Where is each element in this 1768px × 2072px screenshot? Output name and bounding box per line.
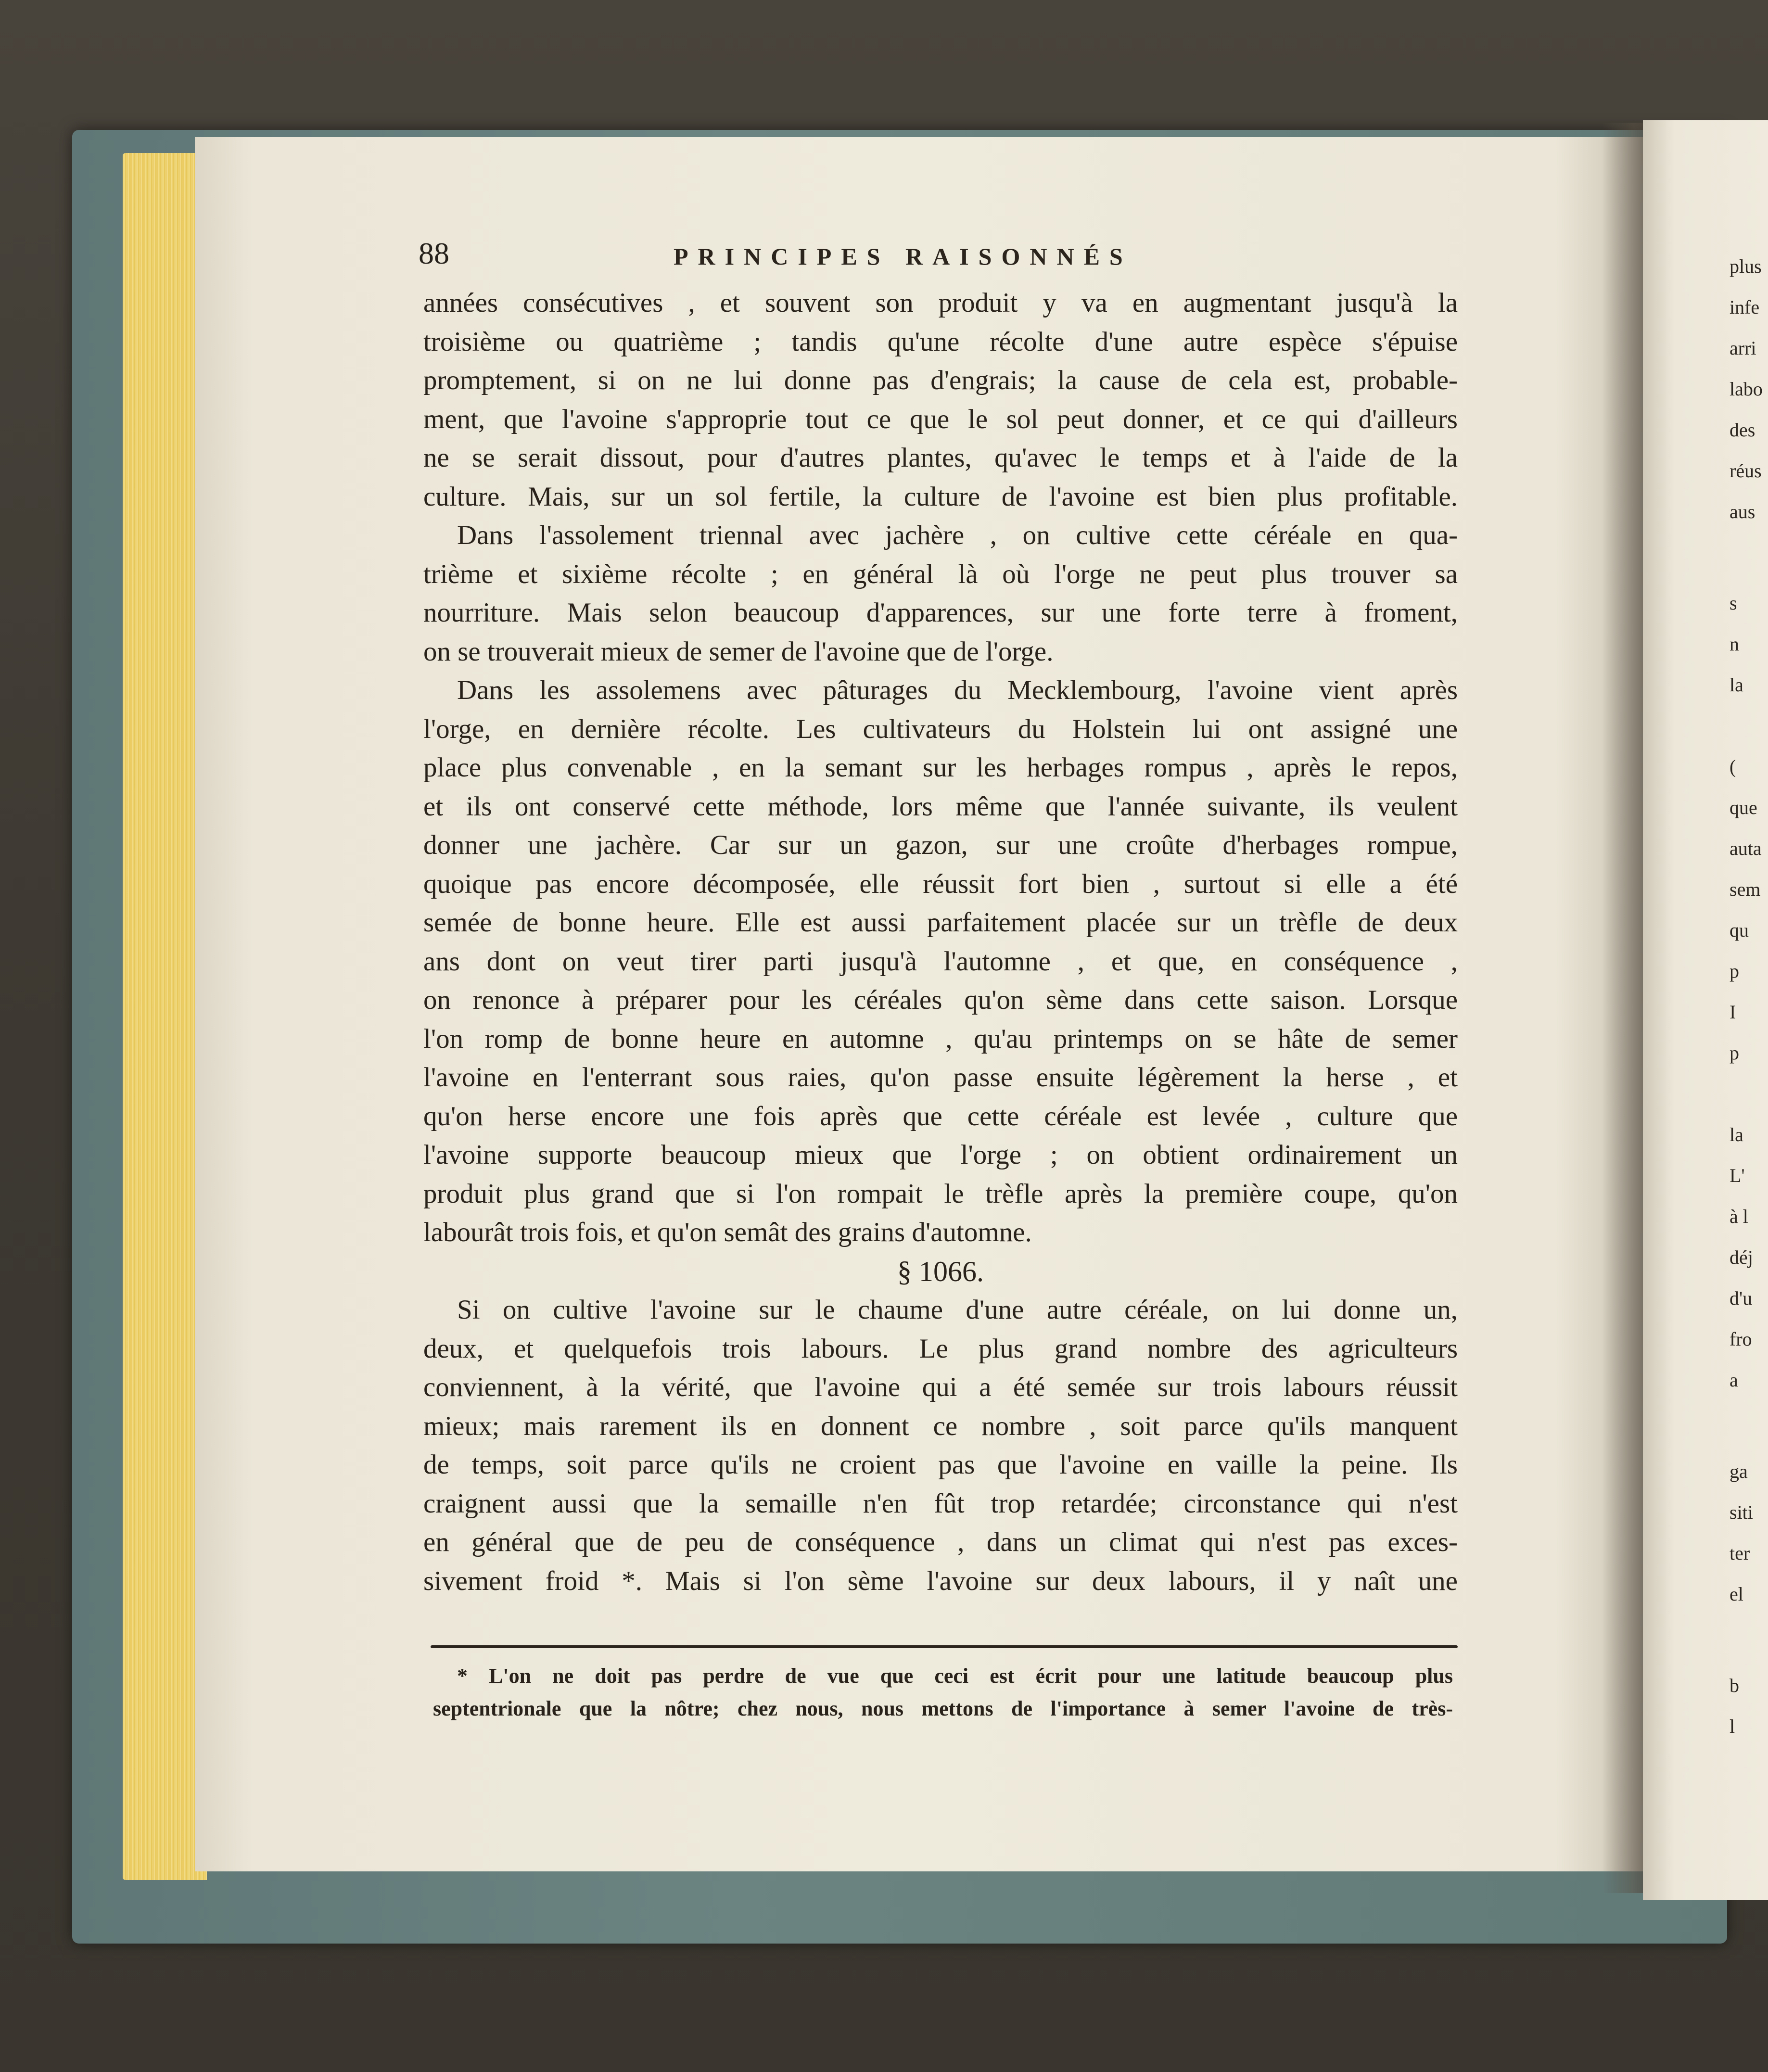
text-line: donner une jachère. Car sur un gazon, sur une croûte d'herbages rompue, bbox=[423, 830, 1458, 860]
text-line: en général que de peu de conséquence , dans un climat qui n'est pas exces- bbox=[423, 1527, 1458, 1557]
text-line: on se trouverait mieux de semer de l'avoine que de l'orge. bbox=[423, 636, 1054, 667]
running-head: PRINCIPES RAISONNÉS bbox=[674, 243, 1132, 270]
facing-fragment: d'u bbox=[1730, 1287, 1753, 1309]
text-line: semée de bonne heure. Elle est aussi parfaitement placée sur un trèfle de deux bbox=[423, 907, 1458, 938]
text-line: nourriture. Mais selon beaucoup d'apparences, sur une forte terre à froment, bbox=[423, 597, 1458, 628]
facing-fragment: à l bbox=[1730, 1206, 1748, 1227]
footnote bbox=[433, 1660, 1453, 1725]
section-heading: § 1066. bbox=[897, 1255, 984, 1287]
facing-fragment: s bbox=[1730, 592, 1737, 614]
text-line: labourât trois fois, et qu'on semât des grains d'automne. bbox=[423, 1217, 1032, 1247]
text-line: troisième ou quatrième ; tandis qu'une récolte d'une autre espèce s'épuise bbox=[423, 326, 1458, 357]
facing-fragment: qu bbox=[1730, 919, 1749, 941]
facing-fragment: la bbox=[1730, 674, 1743, 696]
text-line: sivement froid *. Mais si l'on sème l'avoine sur deux labours, il y naît une bbox=[423, 1565, 1458, 1596]
text-line: conviennent, à la vérité, que l'avoine qui a été semée sur trois labours réussit bbox=[423, 1372, 1458, 1402]
text-line: mieux; mais rarement ils en donnent ce nombre , soit parce qu'ils manquent bbox=[423, 1411, 1458, 1441]
text-line: années consécutives , et souvent son produit y va en augmentant jusqu'à la bbox=[423, 288, 1458, 318]
text-line: promptement, si on ne lui donne pas d'engrais; la cause de cela est, probable- bbox=[423, 365, 1458, 395]
facing-fragment: b bbox=[1730, 1675, 1739, 1696]
facing-fragment: L' bbox=[1730, 1165, 1745, 1186]
footnote-line: septentrionale que la nôtre; chez nous, nous mettons de l'importance à semer l'avoine de très- bbox=[433, 1697, 1453, 1720]
page-number: 88 bbox=[419, 236, 449, 270]
text-line: place plus convenable , en la semant sur les herbages rompus , après le repos, bbox=[423, 752, 1458, 783]
facing-fragment: aus bbox=[1730, 501, 1755, 522]
text-line: craignent aussi que la semaille n'en fût trop retardée; circonstance qui n'est bbox=[423, 1488, 1458, 1519]
text-line: quoique pas encore décomposée, elle réussit fort bien , surtout si elle a été bbox=[423, 868, 1458, 899]
page-header bbox=[0, 236, 1768, 274]
text-line: culture. Mais, sur un sol fertile, la culture de l'avoine est bien plus profitable. bbox=[423, 481, 1458, 512]
text-line: Dans l'assolement triennal avec jachère , on cultive cette céréale en qua- bbox=[457, 520, 1458, 550]
text-line: produit plus grand que si l'on rompait le trèfle après la première coupe, qu'on bbox=[423, 1178, 1458, 1209]
facing-fragment: déj bbox=[1730, 1246, 1753, 1268]
facing-fragment: n bbox=[1730, 633, 1739, 655]
facing-fragment: labo bbox=[1730, 378, 1763, 400]
facing-fragment: p bbox=[1730, 960, 1739, 982]
facing-fragment: siti bbox=[1730, 1501, 1753, 1523]
body-text bbox=[423, 284, 1458, 1601]
text-line: Dans les assolemens avec pâturages du Mecklembourg, l'avoine vient après bbox=[457, 675, 1458, 705]
text-line: ment, que l'avoine s'approprie tout ce que le sol peut donner, et ce qui d'ailleurs bbox=[423, 404, 1458, 434]
text-line: l'orge, en dernière récolte. Les cultivateurs du Holstein lui ont assigné une bbox=[423, 713, 1458, 744]
facing-fragment: p bbox=[1730, 1042, 1739, 1064]
text-line: l'avoine supporte beaucoup mieux que l'orge ; on obtient ordinairement un bbox=[423, 1140, 1458, 1170]
facing-fragment: ( bbox=[1730, 756, 1736, 777]
facing-fragment: I bbox=[1730, 1001, 1736, 1023]
text-line: l'on romp de bonne heure en automne , qu'au printemps on se hâte de semer bbox=[423, 1023, 1458, 1054]
text-line: trième et sixième récolte ; en général là où l'orge ne peut plus trouver sa bbox=[423, 559, 1458, 589]
footnote-line: * L'on ne doit pas perdre de vue que ceci est écrit pour une latitude beaucoup plus bbox=[457, 1664, 1453, 1688]
facing-fragment: arri bbox=[1730, 337, 1756, 359]
text-line: ans dont on veut tirer parti jusqu'à l'automne , et que, en conséquence , bbox=[423, 946, 1458, 977]
text-line: et ils ont conservé cette méthode, lors même que l'année suivante, ils veulent bbox=[423, 791, 1458, 822]
facing-fragment: l bbox=[1730, 1716, 1735, 1737]
facing-fragment: auta bbox=[1730, 838, 1762, 859]
facing-fragment: el bbox=[1730, 1583, 1743, 1605]
facing-fragment: plus bbox=[1730, 255, 1762, 277]
facing-fragment: sem bbox=[1730, 878, 1761, 900]
facing-fragment: fro bbox=[1730, 1328, 1752, 1350]
page-edges bbox=[123, 153, 207, 1880]
facing-fragment: que bbox=[1730, 797, 1757, 818]
facing-fragment: réus bbox=[1730, 460, 1762, 482]
text-line: l'avoine en l'enterrant sous raies, qu'on passe ensuite légèrement la herse , et bbox=[423, 1062, 1458, 1093]
facing-fragment: a bbox=[1730, 1369, 1738, 1391]
text-line: ne se serait dissout, pour d'autres plantes, qu'avec le temps et à l'aide de la bbox=[423, 443, 1458, 473]
text-line: deux, et quelquefois trois labours. Le plus grand nombre des agriculteurs bbox=[423, 1333, 1458, 1364]
text-line: on renonce à préparer pour les céréales qu'on sème dans cette saison. Lorsque bbox=[423, 985, 1458, 1015]
facing-fragment: ter bbox=[1730, 1542, 1750, 1564]
footnote-rule bbox=[431, 1645, 1458, 1648]
facing-fragment: infe bbox=[1730, 296, 1760, 318]
text-line: de temps, soit parce qu'ils ne croient pas que l'avoine en vaille la peine. Ils bbox=[423, 1449, 1458, 1480]
facing-fragment: la bbox=[1730, 1124, 1743, 1145]
text-line: qu'on herse encore une fois après que cette céréale est levée , culture que bbox=[423, 1101, 1458, 1131]
text-line: Si on cultive l'avoine sur le chaume d'une autre céréale, on lui donne un, bbox=[457, 1295, 1458, 1325]
facing-fragment: ga bbox=[1730, 1461, 1748, 1482]
facing-fragment: des bbox=[1730, 419, 1755, 441]
